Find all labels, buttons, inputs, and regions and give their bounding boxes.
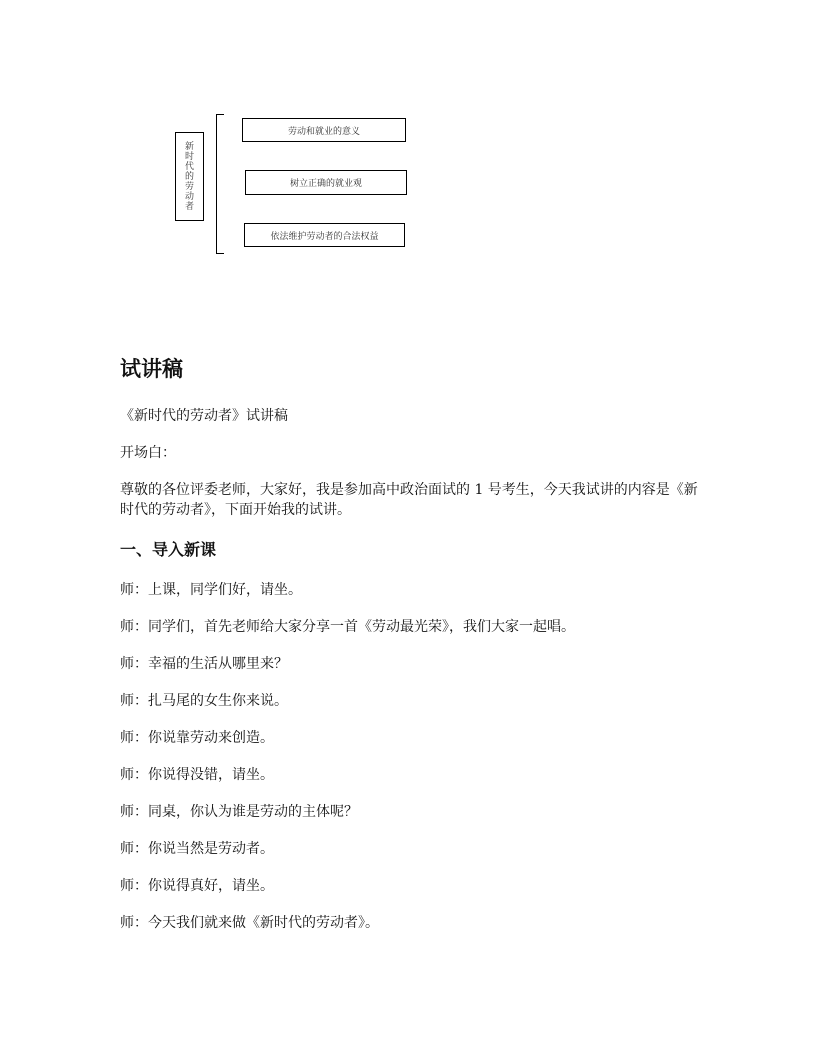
opening-label: 开场白： — [120, 445, 176, 461]
diagram-center-box — [175, 132, 204, 221]
diagram-branch-2: 树立正确的就业观 — [245, 170, 407, 195]
document-title: 试讲稿 — [120, 357, 183, 381]
dialogue-line: 师：同桌，你认为谁是劳动的主体呢？ — [120, 804, 358, 820]
document-body — [120, 352, 700, 933]
concept-diagram — [0, 0, 816, 270]
dialogue-line: 师：扎马尾的女生你来说。 — [120, 693, 288, 709]
dialogue-line: 师：你说当然是劳动者。 — [120, 841, 274, 857]
document-subtitle: 《新时代的劳动者》试讲稿 — [120, 408, 288, 424]
dialogue-line: 师：上课，同学们好，请坐。 — [120, 582, 302, 598]
diagram-center-char: 时 — [184, 151, 194, 162]
diagram-center-char: 代 — [184, 161, 194, 172]
dialogue-line: 师：今天我们就来做《新时代的劳动者》。 — [120, 915, 379, 931]
diagram-center-char: 者 — [184, 201, 194, 212]
diagram-center-char: 新 — [184, 141, 194, 152]
diagram-center-char: 的 — [184, 171, 194, 182]
dialogue-line: 师：你说靠劳动来创造。 — [120, 730, 274, 746]
dialogue-line: 师：幸福的生活从哪里来？ — [120, 656, 288, 672]
diagram-branch-3: 依法维护劳动者的合法权益 — [244, 223, 405, 247]
dialogue-line: 师：同学们，首先老师给大家分享一首《劳动最光荣》，我们大家一起唱。 — [120, 619, 575, 635]
dialogue-line: 师：你说得没错，请坐。 — [120, 767, 274, 783]
diagram-center-char: 动 — [184, 191, 194, 202]
diagram-bracket — [216, 114, 224, 254]
dialogue-line: 师：你说得真好，请坐。 — [120, 878, 274, 894]
diagram-center-char: 劳 — [184, 181, 194, 192]
opening-paragraph: 尊敬的各位评委老师，大家好，我是参加高中政治面试的 1 号考生，今天我试讲的内容是《新时代的劳动者》，下面开始我的试讲。 — [120, 482, 698, 518]
diagram-branch-1: 劳动和就业的意义 — [242, 118, 406, 142]
section-heading: 一、导入新课 — [120, 540, 217, 559]
